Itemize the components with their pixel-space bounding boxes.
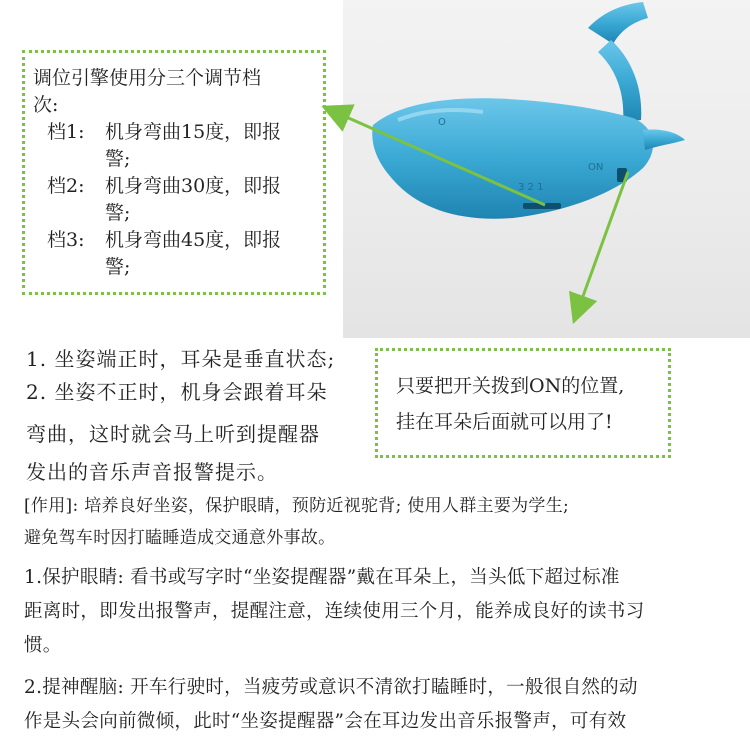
usage-line-1: [作用]: 培养良好坐姿，保护眼睛，预防近视驼背; 使用人群主要为学生; (24, 496, 570, 516)
item-1-line-1: 1.保护眼睛: 看书或写字时“坐姿提醒器”戴在耳朵上，当头低下超过标准 (24, 567, 620, 588)
svg-text:O: O (438, 117, 446, 128)
switch-line-1: 只要把开关拨到ON的位置, (396, 375, 625, 397)
svg-text:3 2 1: 3 2 1 (518, 182, 544, 193)
gear-level-1-text: 机身弯曲15度，即报 (105, 121, 282, 143)
gear-intro-line-2: 次: (33, 94, 59, 116)
gear-intro-line-1: 调位引擎使用分三个调节档 (33, 67, 262, 89)
gear-level-2-label: 档2: (47, 175, 85, 197)
posture-line-4: 发出的音乐声音报警提示。 (26, 460, 278, 484)
gear-level-2-tail: 警; (105, 202, 131, 224)
posture-line-3: 弯曲，这时就会马上听到提醒器 (26, 422, 320, 446)
posture-line-1: 1. 坐姿端正时，耳朵是垂直状态; (26, 347, 336, 371)
gear-levels-box (22, 50, 326, 295)
switch-instruction-box (375, 348, 671, 458)
item-2-line-1: 2.提神醒脑: 开车行驶时，当疲劳或意识不清欲打瞌睡时，一般很自然的动 (24, 677, 638, 698)
gear-level-2-text: 机身弯曲30度，即报 (105, 175, 282, 197)
usage-line-2: 避免驾车时因打瞌睡造成交通意外事故。 (24, 528, 336, 548)
gear-level-3-text: 机身弯曲45度，即报 (105, 229, 282, 251)
item-2-line-2: 作是头会向前微倾，此时“坐姿提醒器”会在耳边发出音乐报警声，可有效 (24, 711, 627, 732)
posture-line-2: 2. 坐姿不正时，机身会跟着耳朵 (26, 380, 328, 404)
item-1-line-3: 惯。 (24, 635, 62, 656)
gear-level-1-tail: 警; (105, 148, 131, 170)
switch-line-2: 挂在耳朵后面就可以用了! (396, 411, 613, 433)
gear-level-3-label: 档3: (47, 229, 85, 251)
arrow-to-gear-box (335, 112, 545, 205)
gear-level-3-tail: 警; (105, 256, 131, 278)
arrow-to-switch (578, 172, 628, 310)
svg-text:ON: ON (588, 162, 604, 173)
gear-level-1-label: 档1: (47, 121, 85, 143)
item-1-line-2: 距离时，即发出报警声，提醒注意，连续使用三个月，能养成良好的读书习 (24, 601, 645, 622)
